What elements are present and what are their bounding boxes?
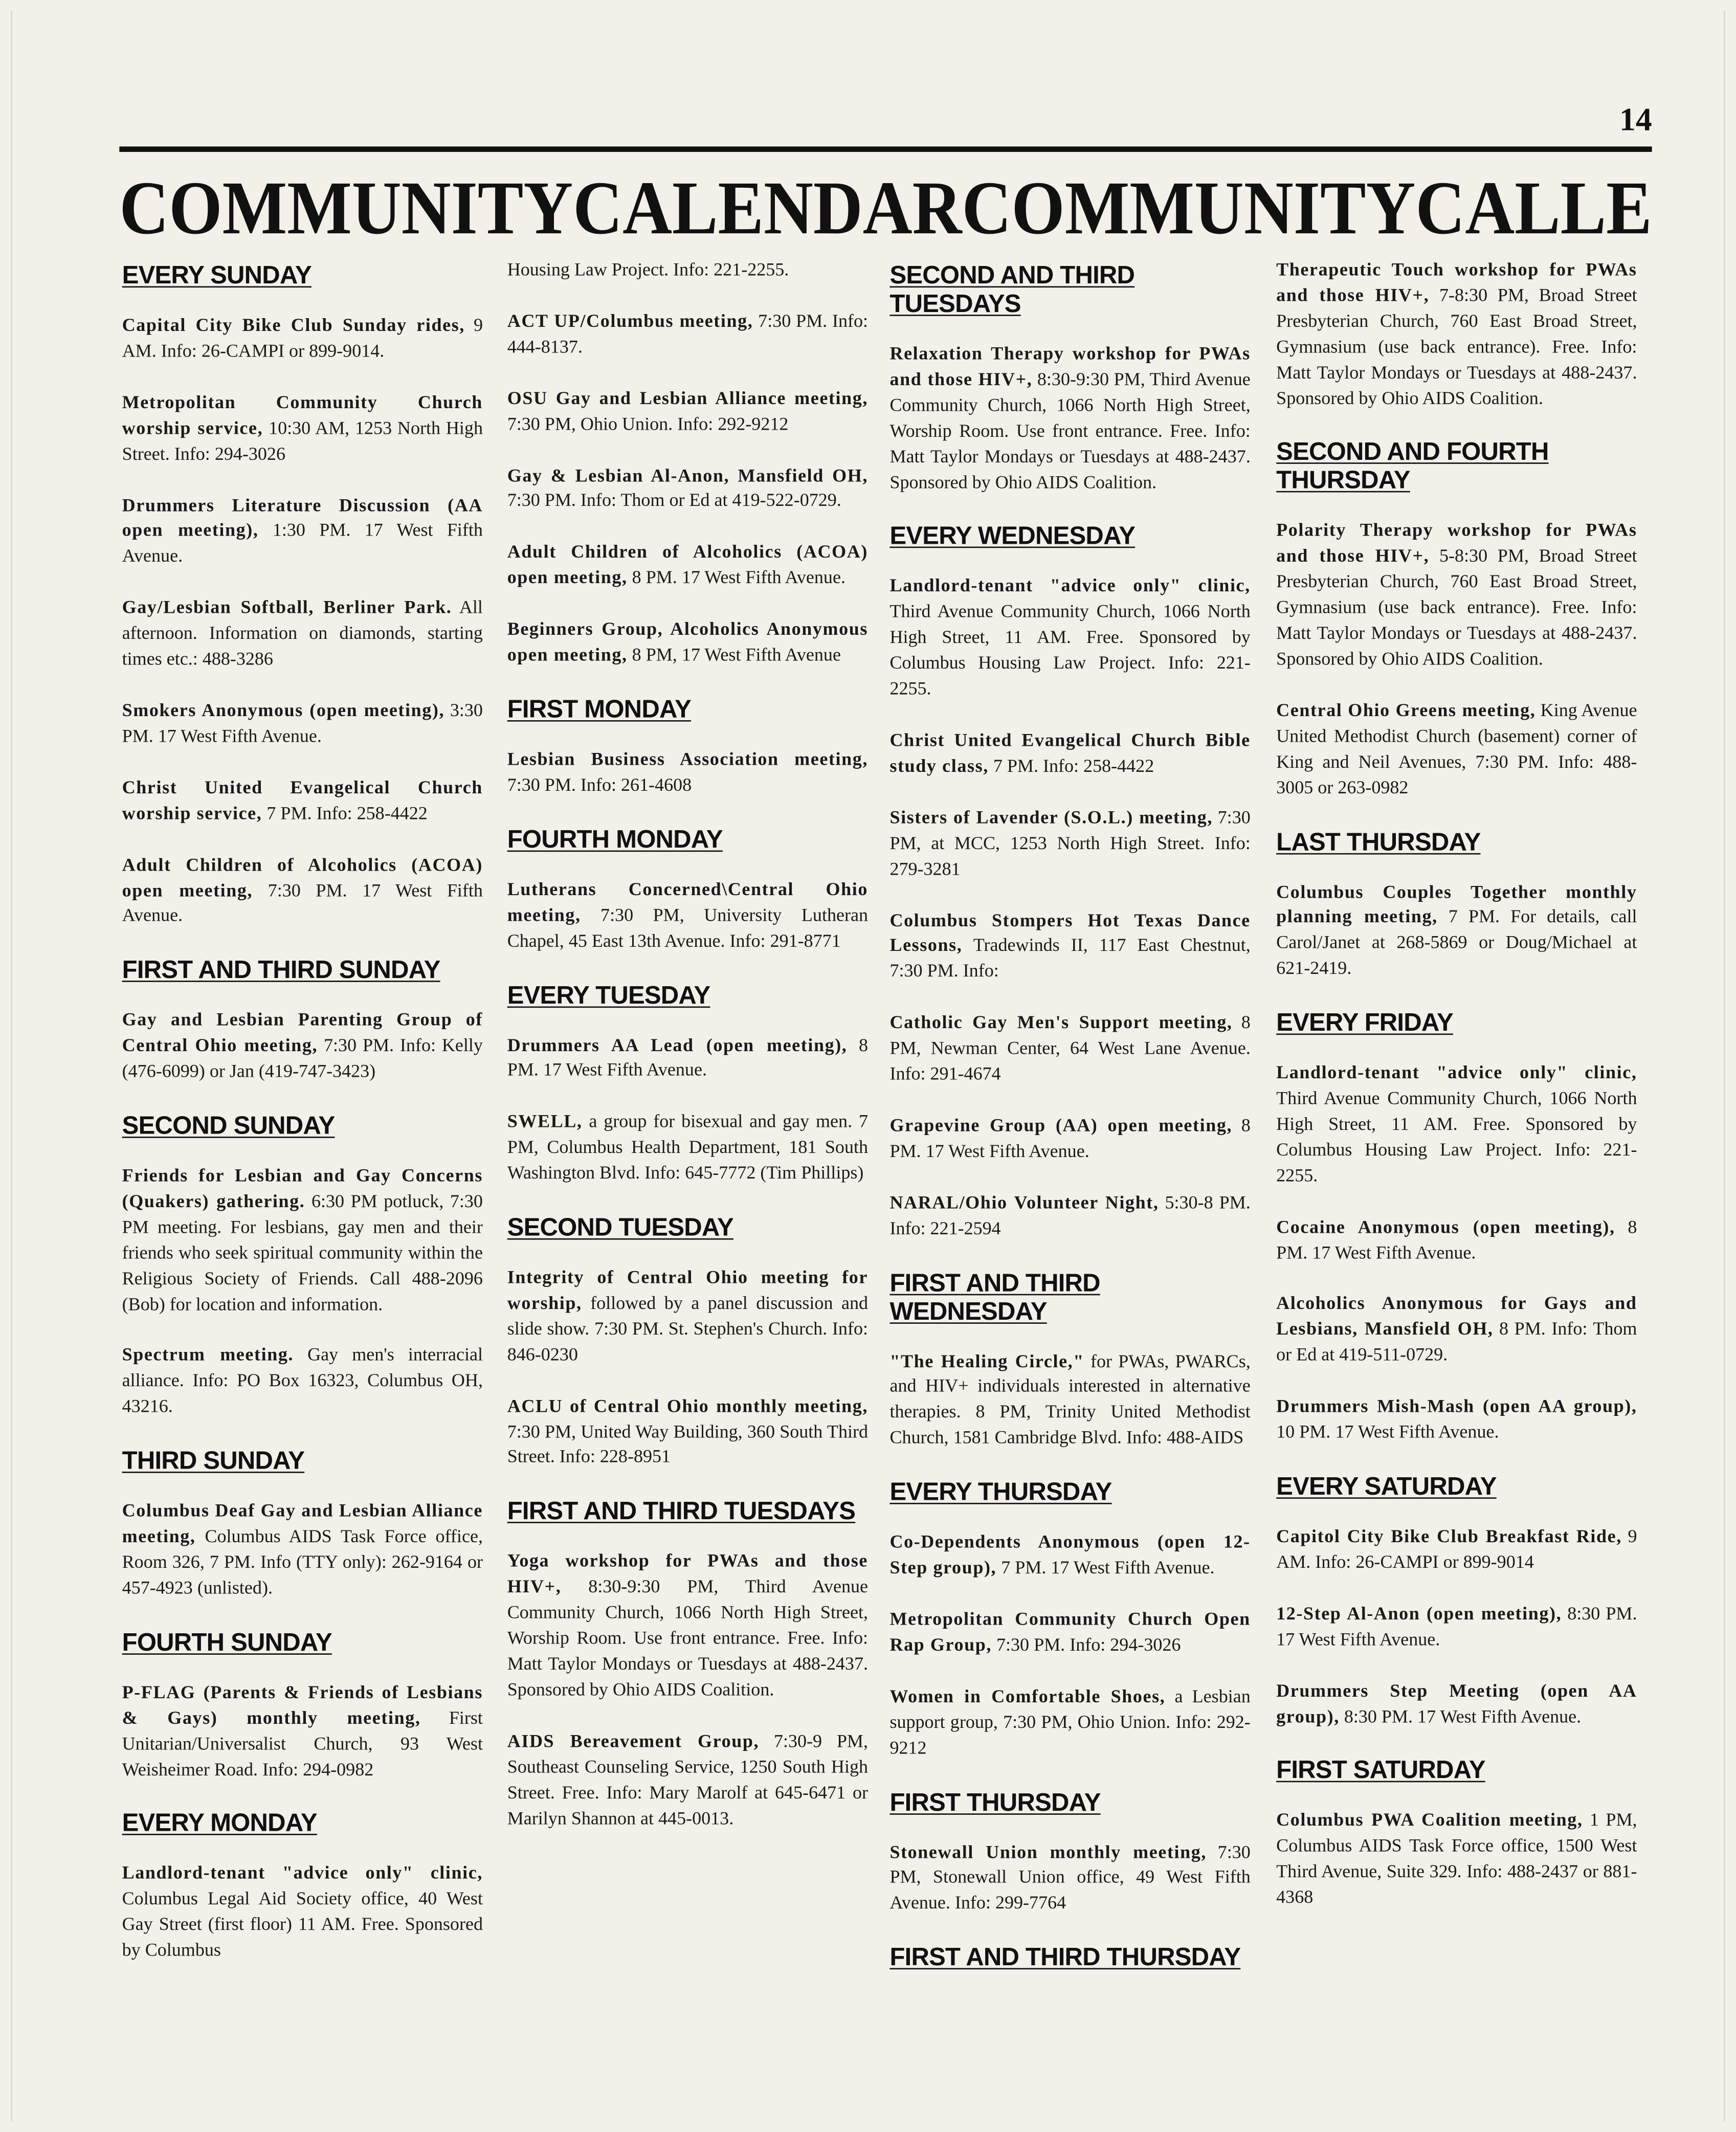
column-3 (889, 258, 1250, 1995)
entry-details: 9 AM. Info: 26-CAMPI or 899-9014. (122, 315, 483, 361)
entry-details: Gay men's interracial alliance. Info: PO Box 16323, Columbus OH, 43216. (122, 1344, 483, 1417)
entry-title: Capital City Bike Club Sunday rides, (122, 315, 465, 335)
section-heading: FOURTH SUNDAY (122, 1627, 332, 1656)
column-2 (507, 258, 868, 1857)
entry-title: Lesbian Business Association meeting, (507, 748, 869, 769)
calendar-entry (507, 1033, 868, 1084)
calendar-entry (1276, 1061, 1637, 1189)
section-heading: EVERY THURSDAY (889, 1477, 1112, 1506)
entry-details: All afternoon. Information on diamonds, starting times etc.: 488-3286 (122, 597, 483, 669)
entry-title: Polarity Therapy workshop for PWAs and those HIV+, (1276, 520, 1637, 566)
entry-title: P-FLAG (Parents & Friends of Lesbians & Gays) monthly meeting, (122, 1681, 483, 1728)
calendar-entry (507, 309, 868, 360)
calendar-entry (122, 1008, 483, 1085)
entry-details: 8 PM. 17 West Fifth Avenue. (889, 1115, 1251, 1161)
entry-details: 7-8:30 PM, Broad Street Presbyterian Church, 760 East Broad Street, Gymnasium (use back entrance). Free. Info: Matt Taylor Mondays or Tuesdays at 488-2437. Sponsored by Ohio AIDS Coalition. (1276, 284, 1637, 408)
entry-title: Gay & Lesbian Al-Anon, Mansfield OH, (507, 464, 869, 485)
section-heading: FIRST SATURDAY (1276, 1756, 1485, 1785)
entry-details: 7 PM. For details, call Carol/Janet at 268-5869 or Doug/Michael at 621-2419. (1276, 906, 1637, 979)
entry-title: Drummers Step Meeting (open AA group), (1276, 1680, 1637, 1726)
entry-details: 8 PM. 17 West Fifth Avenue. (627, 567, 845, 588)
banner-text: COMMUNITYCALENDARCOMMUNITYCALLE (119, 166, 1652, 247)
calendar-entry (122, 775, 483, 827)
entry-title: Alcoholics Anonymous for Gays and Lesbians, Mansfield OH, (1276, 1293, 1637, 1340)
calendar-entry (507, 386, 868, 437)
calendar-entry (889, 342, 1250, 496)
calendar-entry (1276, 519, 1637, 673)
calendar-entry (889, 805, 1250, 882)
calendar-entry (889, 1190, 1250, 1241)
calendar-entry (1276, 1602, 1637, 1653)
calendar-entry (122, 853, 483, 929)
calendar-entry (889, 1607, 1250, 1658)
entry-title: Columbus PWA Coalition meeting, (1276, 1810, 1583, 1831)
calendar-entry (507, 1729, 868, 1832)
entry-details: 3:30 PM. 17 West Fifth Avenue. (122, 700, 483, 746)
calendar-entry (889, 728, 1250, 780)
entry-details: a Lesbian support group, 7:30 PM, Ohio Union. Info: 292-9212 (889, 1685, 1251, 1758)
calendar-entry (122, 1164, 483, 1318)
entry-title: Adult Children of Alcoholics (ACOA) open meeting, (507, 541, 869, 588)
entry-title: Drummers Literature Discussion (AA open meeting), (122, 494, 483, 541)
calendar-entry (507, 540, 868, 591)
section-heading: EVERY SUNDAY (122, 260, 311, 289)
section-heading: EVERY MONDAY (122, 1808, 317, 1837)
entry-title: Smokers Anonymous (open meeting), (122, 700, 445, 720)
entry-details: King Avenue United Methodist Church (basement) corner of King and Neil Avenues, 7:30 PM. Info: 488-3005 or 263-0982 (1276, 699, 1637, 797)
calendar-entry (889, 1349, 1250, 1452)
calendar-entry (122, 314, 483, 365)
entry-title: Lutherans Concerned\Central Ohio meeting, (507, 878, 869, 925)
calendar-entry (122, 698, 483, 749)
section-heading: SECOND SUNDAY (122, 1111, 335, 1140)
entry-details: 7:30 PM, at MCC, 1253 North High Street. Info: 279-3281 (889, 807, 1251, 879)
section-heading: THIRD SUNDAY (122, 1446, 305, 1475)
calendar-entry (507, 1394, 868, 1471)
entry-title: SWELL, (507, 1111, 583, 1132)
header-rule (119, 146, 1652, 152)
calendar-entry (1276, 1524, 1637, 1575)
calendar-entry (507, 747, 868, 798)
entry-details: followed by a panel discussion and slide show. 7:30 PM. St. Stephen's Church. Info: 846-0230 (507, 1292, 869, 1364)
entry-title: Relaxation Therapy workshop for PWAs and those HIV+, (889, 343, 1251, 389)
section-heading: EVERY WEDNESDAY (889, 521, 1136, 550)
section-heading: SECOND AND THIRD TUESDAYS (889, 260, 1135, 318)
entry-details: 1 PM, Columbus AIDS Task Force office, 1500 West Third Avenue, Suite 329. Info: 488-2437 or 881-4368 (1276, 1810, 1637, 1907)
calendar-entry (889, 574, 1250, 703)
entry-details: 8 PM. 17 West Fifth Avenue. (507, 1034, 869, 1080)
entry-details: 7 PM. Info: 258-4422 (262, 802, 428, 823)
entry-details: Columbus AIDS Task Force office, Room 326, 7 PM. Info (TTY only): 262-9164 or 457-4923 (unlisted). (122, 1526, 483, 1598)
calendar-entry (889, 1530, 1250, 1582)
entry-details: 7:30 PM. Info: Kelly (476-6099) or Jan (419-747-3423) (122, 1035, 483, 1081)
calendar-entry (507, 1549, 868, 1703)
entry-details: 7:30 PM, University Lutheran Chapel, 45 East 13th Avenue. Info: 291-8771 (507, 904, 869, 950)
entry-title: Gay/Lesbian Softball, Berliner Park. (122, 597, 452, 618)
section-heading: FIRST AND THIRD SUNDAY (122, 955, 440, 984)
entry-details: 7:30 PM. Info: 444-8137. (507, 310, 869, 357)
calendar-entry (1276, 698, 1637, 801)
entry-details: a group for bisexual and gay men. 7 PM, Columbus Health Department, 181 South Washington Blvd. Info: 645-7772 (Tim Phillips) (507, 1111, 869, 1183)
calendar-entry (1276, 1809, 1637, 1912)
calendar-entry (889, 1840, 1250, 1917)
entry-title: Drummers Mish-Mash (open AA group), (1276, 1395, 1637, 1416)
calendar-entry (1276, 1215, 1637, 1266)
entry-title: Metropolitan Community Church worship service, (122, 391, 483, 438)
entry-title: Landlord-tenant "advice only" clinic, (122, 1862, 483, 1883)
section-heading: FIRST MONDAY (507, 694, 692, 723)
entry-details: 10:30 AM, 1253 North High Street. Info: 294-3026 (122, 417, 483, 463)
calendar-entry (122, 1343, 483, 1420)
entry-title: Drummers AA Lead (open meeting), (507, 1034, 848, 1055)
entry-title: Co-Dependents Anonymous (open 12-Step group), (889, 1531, 1251, 1578)
section-heading: FOURTH MONDAY (507, 824, 723, 853)
entry-details: Third Avenue Community Church, 1066 North High Street, 11 AM. Free. Sponsored by Columbus Housing Law Project. Info: 221-2255. (1276, 1087, 1637, 1185)
entry-title: Stonewall Union monthly meeting, (889, 1841, 1207, 1862)
entry-details: 7:30 PM. Info: 294-3026 (991, 1634, 1181, 1655)
calendar-entry (122, 596, 483, 673)
entry-details: 7:30 PM, Ohio Union. Info: 292-9212 (507, 413, 789, 434)
column-1 (122, 258, 483, 1990)
calendar-entry (507, 1265, 868, 1368)
section-heading: FIRST AND THIRD WEDNESDAY (889, 1268, 1100, 1325)
calendar-entry (889, 1011, 1250, 1087)
calendar-entry (507, 617, 868, 669)
calendar-entry (1276, 258, 1637, 412)
entry-details: 5:30-8 PM. Info: 221-2594 (889, 1192, 1251, 1238)
entry-title: Columbus Deaf Gay and Lesbian Alliance meeting, (122, 1500, 483, 1547)
entry-details: 1:30 PM. 17 West Fifth Avenue. (122, 520, 483, 566)
calendar-entry (507, 877, 868, 954)
calendar-entry (1276, 880, 1637, 983)
entry-title: Landlord-tenant "advice only" clinic, (889, 575, 1251, 596)
entry-title: OSU Gay and Lesbian Alliance meeting, (507, 387, 869, 408)
entry-details: 8:30-9:30 PM, Third Avenue Community Church, 1066 North High Street, Worship Room. Use front entrance. Free. Info: Matt Taylor Mondays or Tuesdays at 488-2437. Sponsored by Ohio AIDS Coalition. (889, 368, 1251, 492)
entry-details: 7:30 PM, Stonewall Union office, 49 West Fifth Avenue. Info: 299-7764 (889, 1841, 1251, 1913)
entry-title: Columbus Couples Together monthly planning meeting, (1276, 881, 1637, 927)
entry-title: Adult Children of Alcoholics (ACOA) open meeting, (122, 854, 483, 900)
entry-title: Grapevine Group (AA) open meeting, (889, 1115, 1233, 1136)
entry-title: Yoga workshop for PWAs and those HIV+, (507, 1550, 869, 1597)
calendar-entry (507, 258, 868, 283)
entry-title: Capitol City Bike Club Breakfast Ride, (1276, 1526, 1622, 1546)
entry-details: 8:30 PM. 17 West Fifth Avenue. (1276, 1603, 1637, 1649)
entry-title: Friends for Lesbian and Gay Concerns (Quakers) gathering. (122, 1165, 483, 1211)
entry-details: 6:30 PM potluck, 7:30 PM meeting. For lesbians, gay men and their friends who seek spiritual community within the Religious Society of Friends. Call 488-2096 (Bob) for location and information. (122, 1190, 483, 1314)
entry-details: Tradewinds II, 117 East Chestnut, 7:30 PM. Info: (889, 935, 1251, 981)
section-heading: FIRST AND THIRD THURSDAY (889, 1942, 1241, 1971)
entry-title: Sisters of Lavender (S.O.L.) meeting, (889, 807, 1213, 827)
entry-details: 7 PM. Info: 258-4422 (988, 755, 1154, 776)
calendar-entry (122, 493, 483, 570)
entry-title: Christ United Evangelical Church Bible study class, (889, 729, 1251, 776)
entry-title: ACT UP/Columbus meeting, (507, 310, 753, 331)
entry-details: for PWAs, PWARCs, and HIV+ individuals interested in alternative therapies. 8 PM, Trinity United Methodist Church, 1581 Cambridge Blvd. Info: 488-AIDS (889, 1350, 1251, 1448)
calendar-entry (122, 390, 483, 467)
entry-title: Catholic Gay Men's Support meeting, (889, 1012, 1233, 1033)
entry-title: 12-Step Al-Anon (open meeting), (1276, 1603, 1562, 1624)
entry-details: 7:30 PM. Info: Thom or Ed at 419-522-0729. (507, 490, 841, 511)
column-4 (1276, 258, 1637, 1937)
calendar-entry (889, 1684, 1250, 1761)
section-heading: SECOND AND FOURTH THURSDAY (1276, 437, 1549, 495)
calendar-entry (122, 1861, 483, 1964)
entry-title: NARAL/Ohio Volunteer Night, (889, 1192, 1159, 1212)
entry-title: Women in Comfortable Shoes, (889, 1685, 1166, 1706)
calendar-entry (1276, 1292, 1637, 1369)
entry-title: Christ United Evangelical Church worship service, (122, 776, 483, 823)
entry-title: Therapeutic Touch workshop for PWAs and those HIV+, (1276, 259, 1637, 305)
calendar-entry (507, 1110, 868, 1187)
entry-details: 8:30 PM. 17 West Fifth Avenue. (1339, 1705, 1582, 1726)
entry-title: ACLU of Central Ohio monthly meeting, (507, 1395, 869, 1416)
calendar-entry (507, 463, 868, 515)
entry-details: Third Avenue Community Church, 1066 North High Street, 11 AM. Free. Sponsored by Columbus Housing Law Project. Info: 221-2255. (889, 601, 1251, 699)
entry-details: 9 AM. Info: 26-CAMPI or 899-9014 (1276, 1526, 1637, 1572)
entry-title: Columbus Stompers Hot Texas Dance Lessons, (889, 909, 1251, 956)
entry-title: Gay and Lesbian Parenting Group of Central Ohio meeting, (122, 1009, 483, 1056)
entry-title: Central Ohio Greens meeting, (1276, 699, 1536, 720)
entry-details: 8 PM, 17 West Fifth Avenue (627, 644, 841, 665)
entry-details: 7:30 PM. 17 West Fifth Avenue. (122, 879, 483, 926)
section-heading: FIRST THURSDAY (889, 1787, 1101, 1816)
calendar-entry (889, 908, 1250, 985)
section-heading: EVERY FRIDAY (1276, 1008, 1453, 1037)
entry-details: Housing Law Project. Info: 221-2255. (507, 259, 789, 280)
entry-details: Columbus Legal Aid Society office, 40 West Gay Street (first floor) 11 AM. Free. Sponsored by Columbus (122, 1888, 483, 1960)
calendar-entry (889, 1114, 1250, 1165)
section-heading: FIRST AND THIRD TUESDAYS (507, 1496, 856, 1525)
entry-title: Metropolitan Community Church Open Rap Group, (889, 1608, 1251, 1655)
entry-details: 8:30-9:30 PM, Third Avenue Community Church, 1066 North High Street, Worship Room. Use front entrance. Free. Info: Matt Taylor Mondays or Tuesdays at 488-2437. Sponsored by Ohio AIDS Coalition. (507, 1576, 869, 1700)
section-heading: LAST THURSDAY (1276, 827, 1481, 855)
entry-details: 8 PM. 17 West Fifth Avenue. (1276, 1216, 1637, 1262)
calendar-entry (122, 1680, 483, 1783)
calendar-entry (122, 1499, 483, 1602)
entry-details: 5-8:30 PM, Broad Street Presbyterian Church, 760 East Broad Street, Gymnasium (use back entrance). Free. Info: Matt Taylor Mondays or Tuesdays at 488-2437. Sponsored by Ohio AIDS Coalition. (1276, 545, 1637, 669)
entry-title: Landlord-tenant "advice only" clinic, (1276, 1062, 1637, 1083)
entry-title: Cocaine Anonymous (open meeting), (1276, 1216, 1615, 1237)
section-heading: SECOND TUESDAY (507, 1212, 733, 1241)
entry-details: 7:30 PM. Info: 261-4608 (507, 774, 692, 795)
entry-details: 7 PM. 17 West Fifth Avenue. (996, 1557, 1215, 1578)
entry-details: 8 PM. Info: Thom or Ed at 419-511-0729. (1276, 1319, 1637, 1365)
entry-title: AIDS Bereavement Group, (507, 1730, 760, 1751)
entry-details: First Unitarian/Universalist Church, 93 West Weisheimer Road. Info: 294-0982 (122, 1707, 483, 1779)
entry-title: Integrity of Central Ohio meeting for worship, (507, 1267, 869, 1313)
entry-title: "The Healing Circle," (889, 1350, 1084, 1371)
section-banner (119, 165, 1652, 247)
entry-title: Spectrum meeting. (122, 1344, 294, 1365)
entry-details: 7:30 PM, United Way Building, 360 South Third Street. Info: 228-8951 (507, 1420, 869, 1467)
entry-details: 8 PM, Newman Center, 64 West Lane Avenue. Info: 291-4674 (889, 1012, 1251, 1084)
calendar-entry (1276, 1394, 1637, 1446)
entry-title: Beginners Group, Alcoholics Anonymous open meeting, (507, 618, 869, 665)
section-heading: EVERY TUESDAY (507, 980, 710, 1009)
section-heading: EVERY SATURDAY (1276, 1471, 1497, 1500)
page-number: 14 (1619, 103, 1652, 139)
calendar-entry (1276, 1679, 1637, 1730)
entry-details: 7:30-9 PM, Southeast Counseling Service, 1250 South High Street. Free. Info: Mary Marolf at 645-6471 or Marilyn Shannon at 445-0013. (507, 1730, 869, 1828)
entry-details: 10 PM. 17 West Fifth Avenue. (1276, 1422, 1499, 1442)
